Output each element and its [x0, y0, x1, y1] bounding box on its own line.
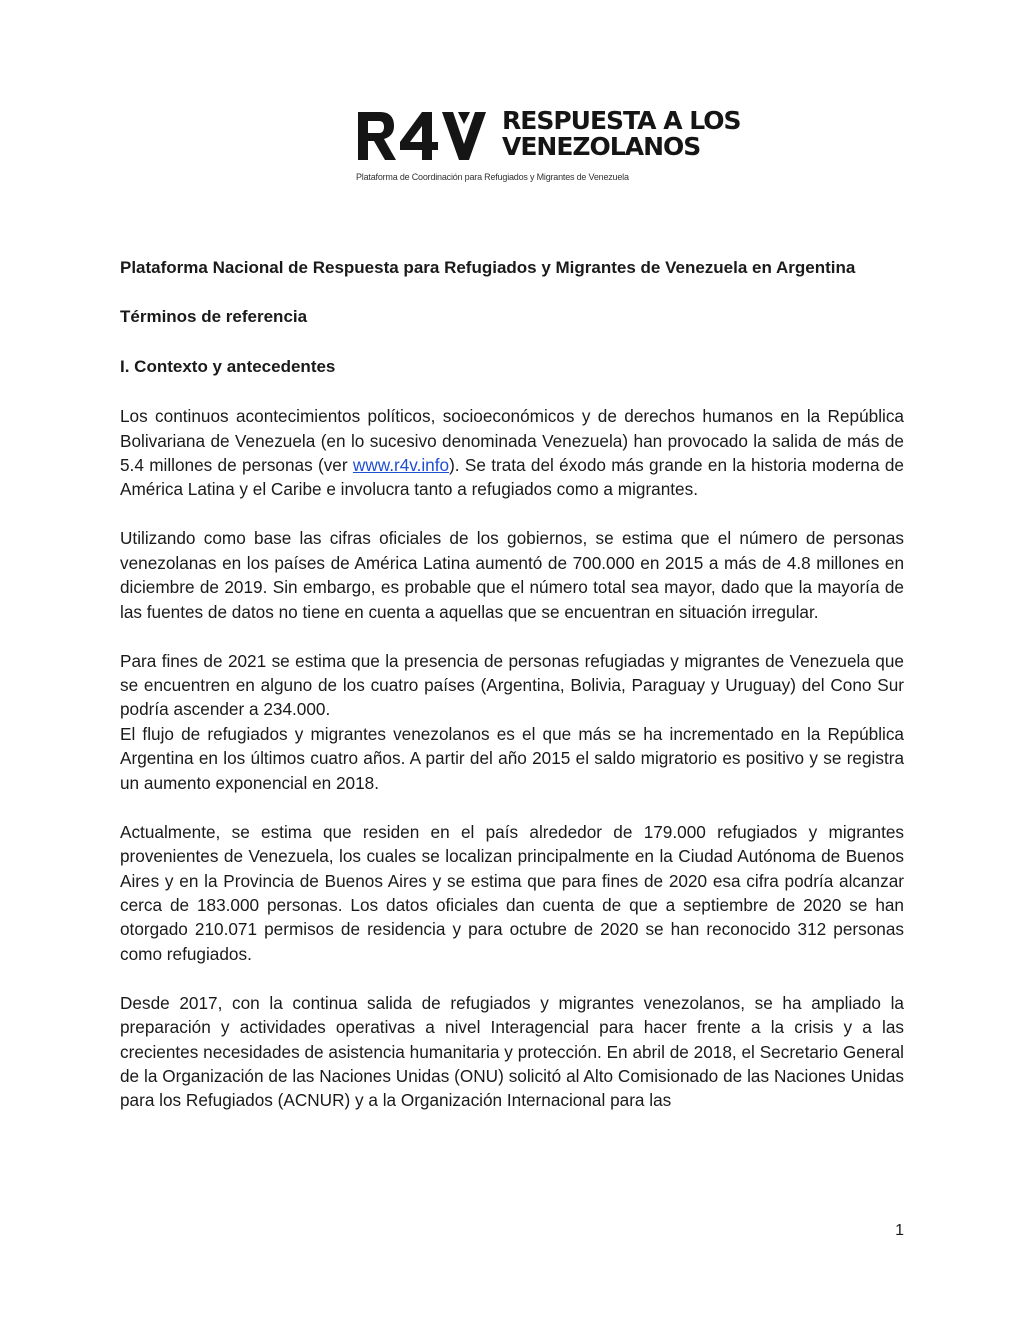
document-body: [120, 256, 904, 1137]
logo-tagline: Plataforma de Coordinación para Refugiados y Migrantes de Venezuela: [356, 172, 629, 182]
paragraph-1-text-a: Los continuos acontecimientos políticos, socioeconómicos y de derechos humanos en la República Bolivariana de Venezuela (en lo sucesivo denominada Venezuela) han provocado la salida de más de 5.4 millones de personas (ver: [120, 406, 904, 476]
logo-line-2: VENEZOLANOS: [502, 132, 701, 161]
paragraph-3: Para fines de 2021 se estima que la presencia de personas refugiadas y migrantes de Venezuela que se encuentren en alguno de los cuatro países (Argentina, Bolivia, Paraguay y Uruguay) del Cono Sur podría ascender a 234.000.: [120, 650, 904, 720]
document-title: Plataforma Nacional de Respuesta para Refugiados y Migrantes de Venezuela en Argentina: [120, 258, 856, 277]
r4v-link[interactable]: www.r4v.info: [352, 455, 450, 476]
paragraph-6: Desde 2017, con la continua salida de refugiados y migrantes venezolanos, se ha ampliado la preparación y actividades operativas a nivel Interagencial para hacer frente a la crisis y a las crecientes necesidades de asistencia humanitaria y protección. En abril de 2018, el Secretario General de la Organización de las Naciones Unidas (ONU) solicitó al Alto Comisionado de las Naciones Unidas para los Refugiados (ACNUR) y a la Organización Internacional para las: [120, 992, 904, 1111]
paragraph-2: Utilizando como base las cifras oficiales de los gobiernos, se estima que el número de personas venezolanas en los países de América Latina aumentó de 700.000 en 2015 a más de 4.8 millones en diciembre de 2019. Sin embargo, es probable que el número total sea mayor, dado que la mayoría de las fuentes de datos no tiene en cuenta a aquellas que se encuentran en situación irregular.: [120, 528, 904, 622]
paragraph-1-text-b: ). Se trata del éxodo más grande en la historia moderna de América Latina y el Caribe e involucra tanto a refugiados como a migrantes.: [120, 455, 904, 500]
section-heading: I. Contexto y antecedentes: [120, 356, 336, 376]
logo-line-1: RESPUESTA A LOS: [502, 106, 741, 135]
r4v-logo-mark-icon: [356, 110, 490, 162]
logo-wordmark: [502, 108, 741, 160]
paragraph-4: El flujo de refugiados y migrantes venezolanos es el que más se ha incrementado en la República Argentina en los últimos cuatro años. A partir del año 2015 el saldo migratorio es positivo y se registra un aumento exponencial en 2018.: [120, 723, 904, 793]
document-subtitle: Términos de referencia: [120, 307, 308, 327]
page-number: 1: [895, 1222, 904, 1239]
paragraph-1: [120, 404, 904, 502]
paragraph-5: Actualmente, se estima que residen en el país alrededor de 179.000 refugiados y migrantes provenientes de Venezuela, los cuales se localizan principalmente en la Ciudad Autónoma de Buenos Aires y en la Provincia de Buenos Aires y se estima que para fines de 2020 esa cifra podría alcanzar cerca de 183.000 personas. Los datos oficiales dan cuenta de que a septiembre de 2020 se han otorgado 210.071 permisos de residencia y para octubre de 2020 se han reconocido 312 personas como refugiados.: [120, 821, 904, 964]
r4v-logo: [356, 106, 741, 188]
